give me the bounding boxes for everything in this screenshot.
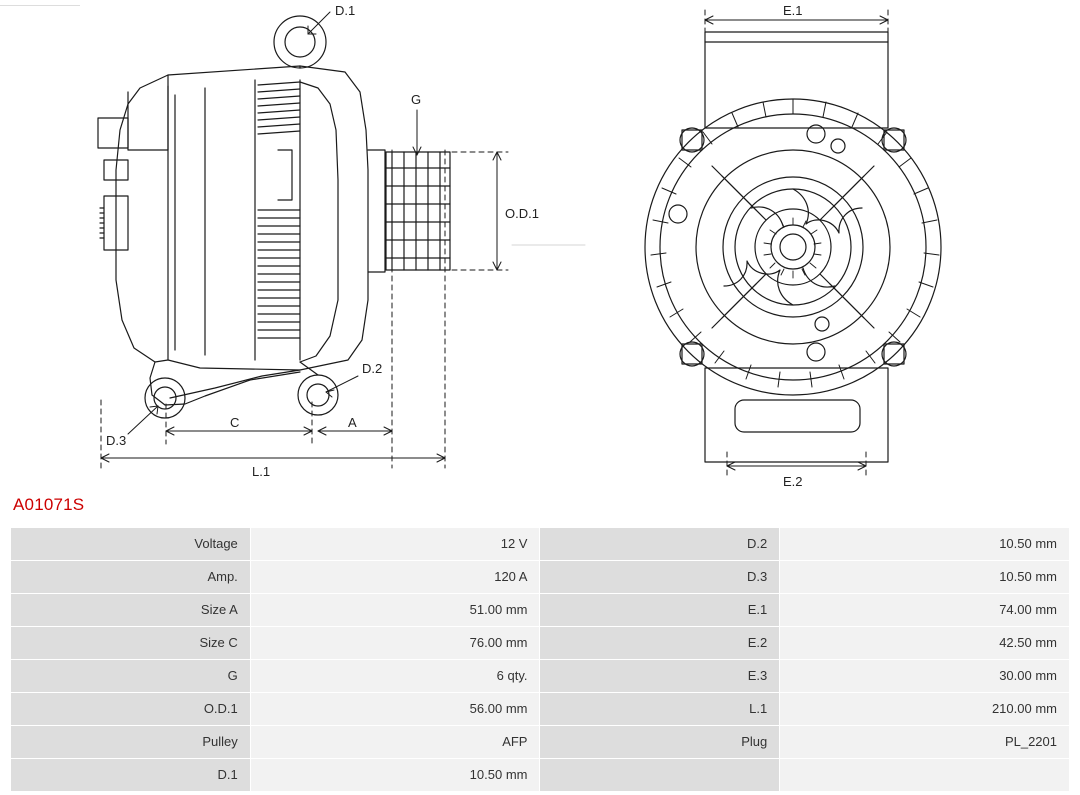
table-row <box>11 726 1070 759</box>
part-number: A01071S <box>13 495 85 514</box>
spec-value-d1: 10.50 mm <box>250 759 540 792</box>
spec-value-pulley: AFP <box>250 726 540 759</box>
label-a: A <box>348 415 357 430</box>
label-g: G <box>411 92 422 107</box>
table-row <box>11 627 1070 660</box>
spec-label-voltage: Voltage <box>11 528 251 561</box>
table-row <box>11 561 1070 594</box>
spec-label-empty <box>540 759 780 792</box>
side-view-group <box>98 16 450 418</box>
spec-label-e2: E.2 <box>540 627 780 660</box>
spec-label-size-a: Size A <box>11 594 251 627</box>
spec-label-d2: D.2 <box>540 528 780 561</box>
spec-value-e2: 42.50 mm <box>780 627 1070 660</box>
spec-label-amp: Amp. <box>11 561 251 594</box>
label-e2: E.2 <box>783 474 803 489</box>
label-od1: O.D.1 <box>505 206 539 221</box>
specifications-table <box>10 527 1070 792</box>
spec-label-plug: Plug <box>540 726 780 759</box>
front-view-group <box>645 32 941 462</box>
label-d1: D.1 <box>335 3 356 18</box>
spec-value-voltage: 12 V <box>250 528 540 561</box>
spec-value-size-a: 51.00 mm <box>250 594 540 627</box>
table-row <box>11 660 1070 693</box>
spec-value-e1: 74.00 mm <box>780 594 1070 627</box>
spec-value-d2: 10.50 mm <box>780 528 1070 561</box>
spec-value-g: 6 qty. <box>250 660 540 693</box>
table-row <box>11 693 1070 726</box>
spec-label-d3: D.3 <box>540 561 780 594</box>
label-d3: D.3 <box>106 433 127 448</box>
spec-label-l1: L.1 <box>540 693 780 726</box>
spec-value-empty <box>780 759 1070 792</box>
spec-label-e3: E.3 <box>540 660 780 693</box>
label-c: C <box>230 415 240 430</box>
table-row <box>11 594 1070 627</box>
spec-table-body <box>11 528 1070 792</box>
spec-label-od1: O.D.1 <box>11 693 251 726</box>
spec-label-size-c: Size C <box>11 627 251 660</box>
spec-label-pulley: Pulley <box>11 726 251 759</box>
spec-label-d1: D.1 <box>11 759 251 792</box>
label-l1: L.1 <box>252 464 271 479</box>
table-row <box>11 528 1070 561</box>
spec-value-e3: 30.00 mm <box>780 660 1070 693</box>
label-d2: D.2 <box>362 361 383 376</box>
spec-value-amp: 120 A <box>250 561 540 594</box>
spec-value-plug: PL_2201 <box>780 726 1070 759</box>
spec-value-d3: 10.50 mm <box>780 561 1070 594</box>
spec-value-l1: 210.00 mm <box>780 693 1070 726</box>
spec-value-od1: 56.00 mm <box>250 693 540 726</box>
side-view-dimensions <box>101 12 585 468</box>
spec-label-e1: E.1 <box>540 594 780 627</box>
label-e1: E.1 <box>783 3 803 18</box>
front-view-dimensions <box>705 10 888 476</box>
table-row <box>11 759 1070 792</box>
spec-label-g: G <box>11 660 251 693</box>
drawing-labels <box>106 3 803 489</box>
spec-value-size-c: 76.00 mm <box>250 627 540 660</box>
